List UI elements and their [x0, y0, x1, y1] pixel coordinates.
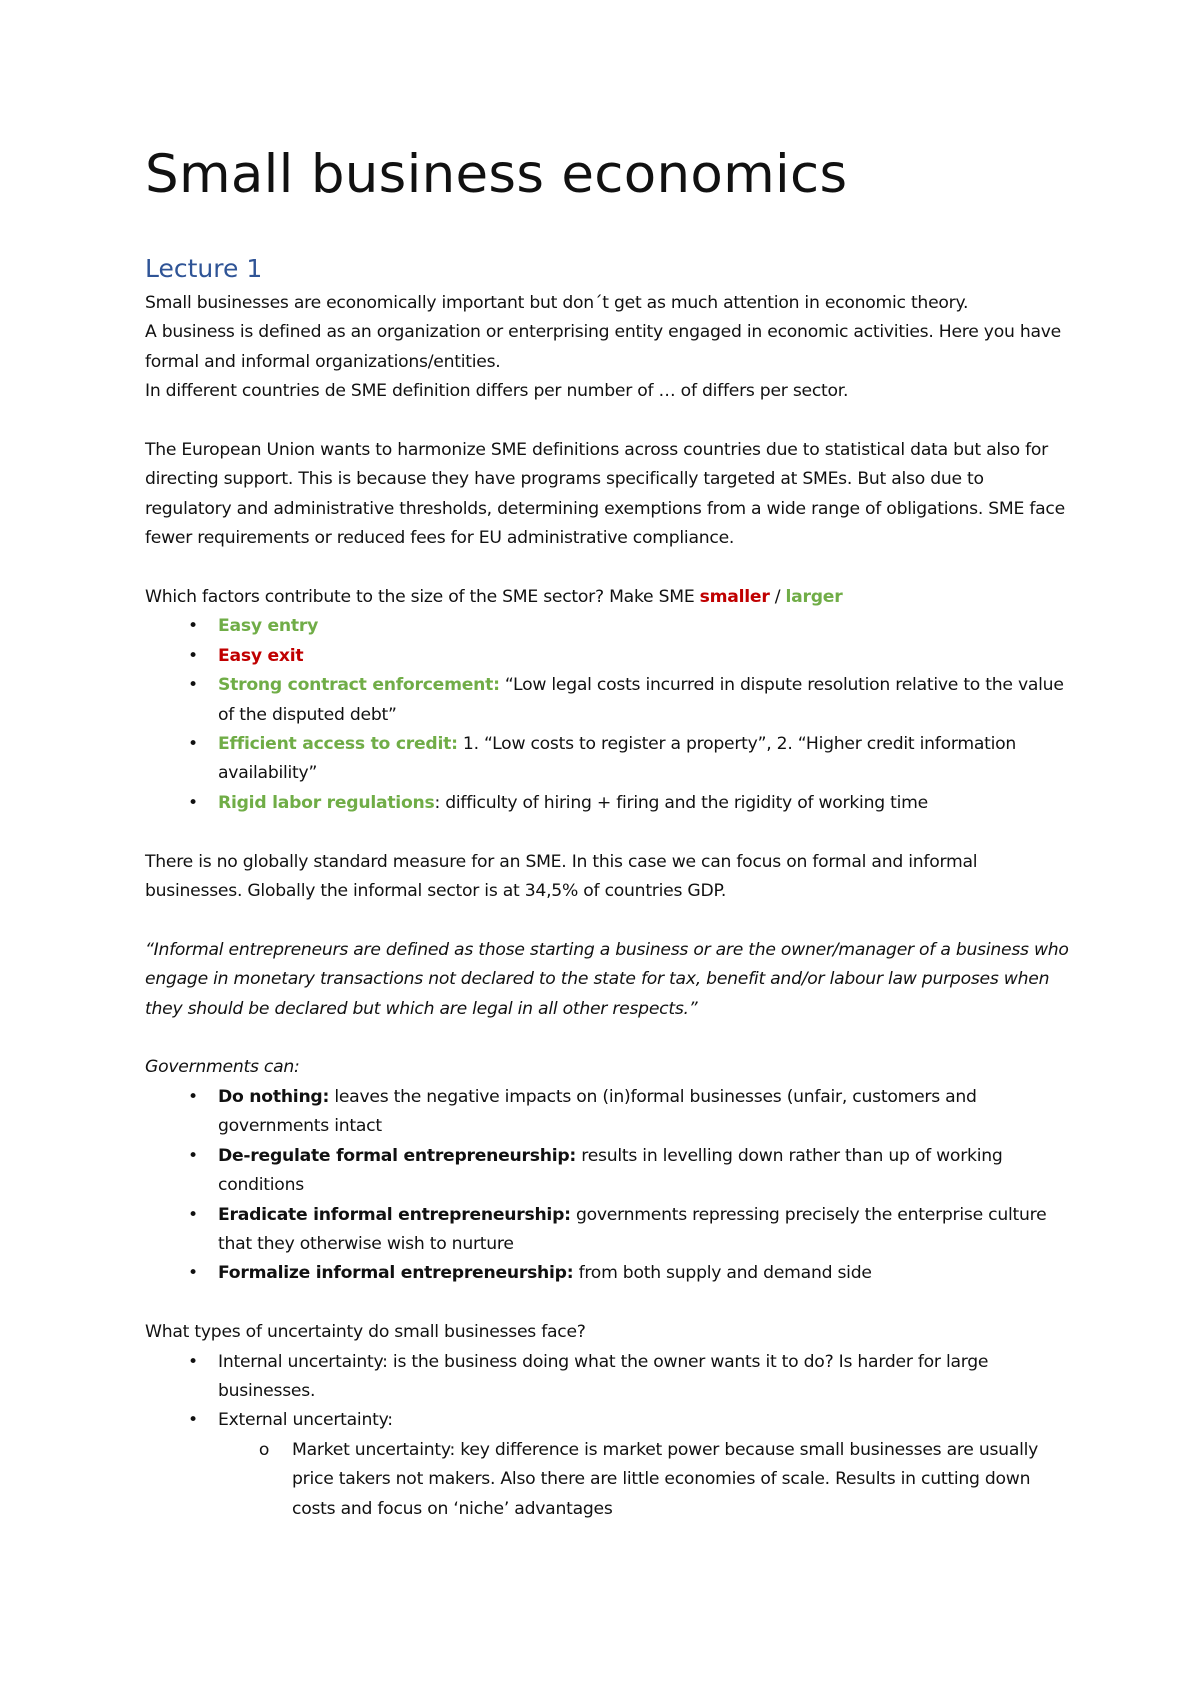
measure-paragraph: There is no globally standard measure for an SME. In this case we can focus on formal and informal businesses. Globally the informal sector is at 34,5% of countries GDP. — [145, 851, 978, 902]
list-item — [145, 1406, 1075, 1524]
list-item — [145, 1142, 1075, 1201]
bullet-icon: • — [188, 1263, 198, 1284]
factors-list — [145, 612, 1075, 818]
larger-label: larger — [785, 587, 843, 608]
factor-desc: “Low legal costs incurred in dispute resolution relative to the value of the disputed debt” — [218, 675, 1064, 725]
sub-bullet-icon: o — [258, 1439, 270, 1460]
policy-term: De-regulate formal entrepreneurship: — [218, 1145, 577, 1166]
bullet-icon: • — [188, 675, 198, 696]
policy-desc: from both supply and demand side — [573, 1263, 872, 1284]
intro-sentence: In different countries de SME definition differs per number of … of differs per sector. — [145, 381, 849, 402]
policy-term: Formalize informal entrepreneurship: — [218, 1263, 574, 1284]
paragraph-gap — [145, 554, 1075, 583]
list-item — [145, 642, 1075, 671]
market-uncertainty: Market uncertainty: key difference is market power because small businesses are usually price takers not makers. Also there are little economies of scale. Results in cutting down costs and focus on ‘niche’ advantages — [292, 1439, 1039, 1519]
uncertainty-list — [145, 1348, 1075, 1524]
external-sublist — [145, 1436, 1075, 1524]
factor-desc: 1. “Low costs to register a property”, 2. “Higher credit information availability” — [218, 734, 1017, 784]
bullet-icon: • — [188, 1145, 198, 1166]
bullet-icon: • — [188, 792, 198, 813]
factors-question-text: Which factors contribute to the size of the SME sector? Make SME — [145, 587, 700, 608]
factor-term: Easy exit — [218, 645, 304, 666]
document-title: Small business economics — [145, 144, 848, 205]
external-uncertainty: External uncertainty: — [218, 1410, 393, 1431]
intro-sentence: Small businesses are economically important but don´t get as much attention in economic theory. — [145, 293, 969, 313]
factor-desc: : difficulty of hiring + firing and the rigidity of working time — [434, 792, 928, 813]
eu-paragraph: The European Union wants to harmonize SME definitions across countries due to statistical data but also for directing support. This is because they have programs specifically targeted at SMEs. But also due to regulatory and administrative thresholds, determining exemptions from a wide range of obligations. SME face fewer requirements or reduced fees for EU administrative compliance. — [145, 440, 1065, 549]
policy-desc: leaves the negative impacts on (in)formal businesses (unfair, customers and governments intact — [218, 1086, 977, 1137]
bullet-icon: • — [188, 1410, 198, 1431]
uncertainty-question: What types of uncertainty do small businesses face? — [145, 1322, 586, 1343]
list-item — [145, 1348, 1075, 1407]
factor-term: Easy entry — [218, 616, 319, 637]
paragraph-gap — [145, 407, 1075, 436]
policy-term: Do nothing: — [218, 1086, 330, 1107]
bullet-icon: • — [188, 1086, 198, 1107]
paragraph-gap — [145, 1024, 1075, 1053]
paragraph-gap — [145, 906, 1075, 935]
list-item — [145, 1259, 1075, 1288]
list-item — [145, 789, 1075, 818]
list-item — [145, 1201, 1075, 1260]
factor-term: Efficient access to credit: — [218, 734, 458, 755]
governments-list — [145, 1083, 1075, 1289]
document-body — [145, 289, 1075, 1524]
bullet-icon: • — [188, 645, 198, 666]
bullet-icon: • — [188, 616, 198, 637]
bullet-icon: • — [188, 1351, 198, 1372]
list-item — [145, 730, 1075, 789]
definition-quote: “Informal entrepreneurs are defined as those starting a business or are the owner/manager of a business who engage in monetary transactions not declared to the state for tax, benefit and/or labour law purposes when they should be declared but which are legal in all other respects.” — [145, 939, 1069, 1019]
list-item — [145, 671, 1075, 730]
factor-term: Strong contract enforcement: — [218, 675, 500, 696]
internal-uncertainty: Internal uncertainty: is the business doing what the owner wants it to do? Is harder for large businesses. — [218, 1351, 989, 1401]
factor-term: Rigid labor regulations — [218, 792, 435, 813]
list-item — [145, 1436, 1075, 1524]
list-item — [145, 1083, 1075, 1142]
intro-sentence: A business is defined as an organization or enterprising entity engaged in economic activities. Here you have formal and informal organizations/entities. — [145, 322, 1061, 372]
policy-desc: results in levelling down rather than up of working conditions — [218, 1145, 1003, 1196]
paragraph-gap — [145, 1289, 1075, 1318]
bullet-icon: • — [188, 734, 198, 755]
bullet-icon: • — [188, 1204, 198, 1225]
separator: / — [769, 587, 786, 608]
policy-term: Eradicate informal entrepreneurship: — [218, 1204, 571, 1225]
factors-question — [145, 583, 1075, 612]
list-item — [145, 612, 1075, 641]
policy-desc: governments repressing precisely the enterprise culture that they otherwise wish to nurture — [218, 1204, 1047, 1254]
governments-heading: Governments can: — [145, 1057, 300, 1078]
lecture-heading: Lecture 1 — [145, 254, 263, 283]
paragraph-gap — [145, 818, 1075, 847]
smaller-label: smaller — [699, 587, 770, 608]
